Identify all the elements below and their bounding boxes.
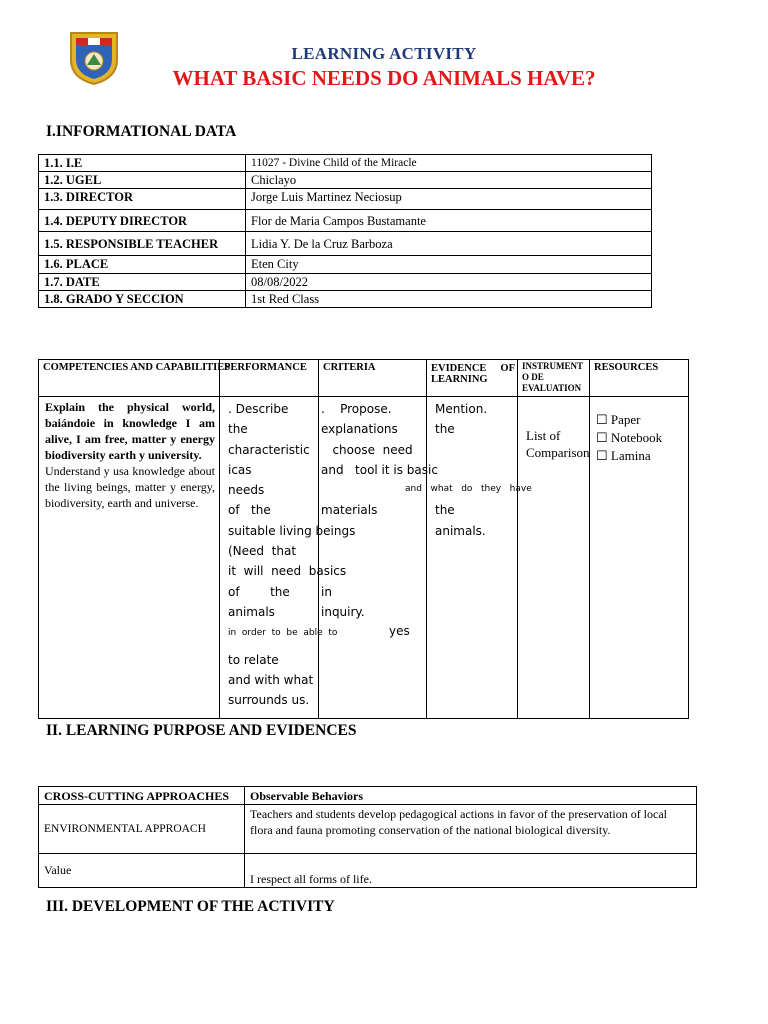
row-label: 1.1. I.E	[39, 155, 246, 172]
text-line: needs	[228, 483, 265, 498]
instrument-value: List of Comparison	[518, 397, 590, 719]
competency-cell	[39, 397, 220, 719]
text-line: (Need that	[228, 544, 297, 559]
row-label: 1.4. DEPUTY DIRECTOR	[39, 210, 246, 232]
table-row	[39, 291, 652, 308]
header-behaviors: Observable Behaviors	[245, 787, 697, 805]
text-line: the	[435, 503, 455, 518]
text-line: . Propose.	[321, 402, 392, 416]
row-value: 11027 - Divine Child of the Miracle	[246, 155, 652, 172]
table-row	[39, 256, 652, 274]
table-row	[39, 172, 652, 189]
row-value: 08/08/2022	[246, 274, 652, 291]
row-label: 1.3. DIRECTOR	[39, 189, 246, 210]
text-line: in	[321, 584, 332, 599]
text-line: the	[435, 422, 455, 437]
text-line: choose need	[321, 442, 413, 457]
text-line: icas	[228, 462, 252, 477]
text-line	[435, 460, 517, 480]
text-line	[321, 521, 426, 541]
checkbox-icon: ☐	[596, 430, 608, 445]
section-heading-learning-purpose: II. LEARNING PURPOSE AND EVIDENCES	[46, 722, 357, 739]
header-evidence: EVIDENCE OF LEARNING	[427, 360, 518, 397]
approach-name: ENVIRONMENTAL APPROACH	[39, 805, 245, 854]
text-line: and with what	[228, 672, 314, 687]
evidence-cell	[427, 397, 518, 719]
text-line	[321, 561, 426, 581]
header-criteria: CRITERIA	[319, 360, 427, 397]
text-line	[435, 440, 517, 460]
resource-item	[596, 429, 688, 447]
resource-label: Lamina	[610, 448, 651, 463]
row-value: Lidia Y. De la Cruz Barboza	[246, 232, 652, 256]
text-line: to relate	[228, 652, 279, 667]
header-instrument: INSTRUMENT O DE EVALUATION	[518, 360, 590, 397]
table-row	[39, 210, 652, 232]
text-line: and tool it is basic	[321, 462, 438, 477]
row-value: Chiclayo	[246, 172, 652, 189]
page-title: WHAT BASIC NEEDS DO ANIMALS HAVE?	[172, 66, 596, 90]
text-line: . Describe	[228, 402, 289, 416]
table-header-row	[39, 360, 689, 397]
text-line: inquiry.	[321, 604, 365, 619]
criteria-lines	[321, 399, 438, 622]
table-row	[39, 232, 652, 256]
table-row	[39, 155, 652, 172]
performance-small-text: in order to be able to	[228, 628, 338, 639]
table-row	[39, 854, 697, 888]
table-header-row	[39, 787, 697, 805]
row-label: 1.7. DATE	[39, 274, 246, 291]
value-label: Value	[39, 854, 245, 888]
criteria-yes-word: yes	[389, 624, 410, 638]
performance-tail	[228, 650, 318, 711]
text-line: animals	[228, 604, 275, 619]
text-line: surrounds us.	[228, 693, 310, 708]
row-value: 1st Red Class	[246, 291, 652, 308]
row-value: Flor de Maria Campos Bustamante	[246, 210, 652, 232]
text-line: characteristic	[228, 442, 310, 457]
text-line	[321, 541, 426, 561]
header-competencies: COMPETENCIES AND CAPABILITIES	[39, 360, 220, 397]
checkbox-icon: ☐	[596, 448, 608, 463]
header-resources: RESOURCES	[590, 360, 689, 397]
cross-cutting-table	[38, 786, 697, 888]
informational-data-table	[38, 154, 652, 308]
text-line: the	[228, 422, 248, 437]
text-line: of the	[228, 503, 271, 518]
value-text: I respect all forms of life.	[245, 854, 697, 888]
table-row	[39, 274, 652, 291]
row-value: Jorge Luis Martinez Neciosup	[246, 189, 652, 210]
header-performance: PERFORMANCE	[220, 360, 319, 397]
row-value: Eten City	[246, 256, 652, 274]
competency-bold-text: Explain the physical world, baiándoie in knowledge I am alive, I am free, matter y energy biodiversity earth y university.	[45, 400, 215, 462]
behavior-text: Teachers and students develop pedagogical actions in favor of the preservation of local flora and fauna promoting conservation of the national biological diversity.	[245, 805, 697, 854]
competencies-table	[38, 359, 689, 719]
row-label: 1.8. GRADO Y SECCION	[39, 291, 246, 308]
table-row	[39, 189, 652, 210]
text-line: it will need basics	[228, 564, 347, 579]
checkbox-icon: ☐	[596, 412, 608, 427]
criteria-small-text: and what do they have	[405, 484, 532, 494]
section-heading-development: III. DEVELOPMENT OF THE ACTIVITY	[46, 898, 335, 915]
resource-label: Paper	[610, 412, 641, 427]
activity-label: LEARNING ACTIVITY	[291, 44, 477, 63]
text-line: explanations	[321, 422, 398, 437]
resource-item	[596, 411, 688, 429]
table-row	[39, 397, 689, 719]
resource-item	[596, 447, 688, 465]
row-label: 1.2. UGEL	[39, 172, 246, 189]
header-approaches: CROSS-CUTTING APPROACHES	[39, 787, 245, 805]
row-label: 1.5. RESPONSIBLE TEACHER	[39, 232, 246, 256]
resource-label: Notebook	[610, 430, 663, 445]
text-line: suitable living beings	[228, 523, 356, 538]
resources-cell	[590, 397, 689, 719]
text-line: of the	[228, 584, 290, 599]
table-row	[39, 805, 697, 854]
evidence-lines	[435, 399, 517, 541]
text-line: Mention.	[435, 402, 488, 416]
text-line: materials	[321, 503, 378, 518]
row-label: 1.6. PLACE	[39, 256, 246, 274]
competency-text: Understand y usa knowledge about the living beings, matter y energy, biodiversity, earth and universe.	[45, 464, 215, 510]
text-line: animals.	[435, 523, 486, 538]
section-heading-informational: I.INFORMATIONAL DATA	[46, 123, 237, 140]
